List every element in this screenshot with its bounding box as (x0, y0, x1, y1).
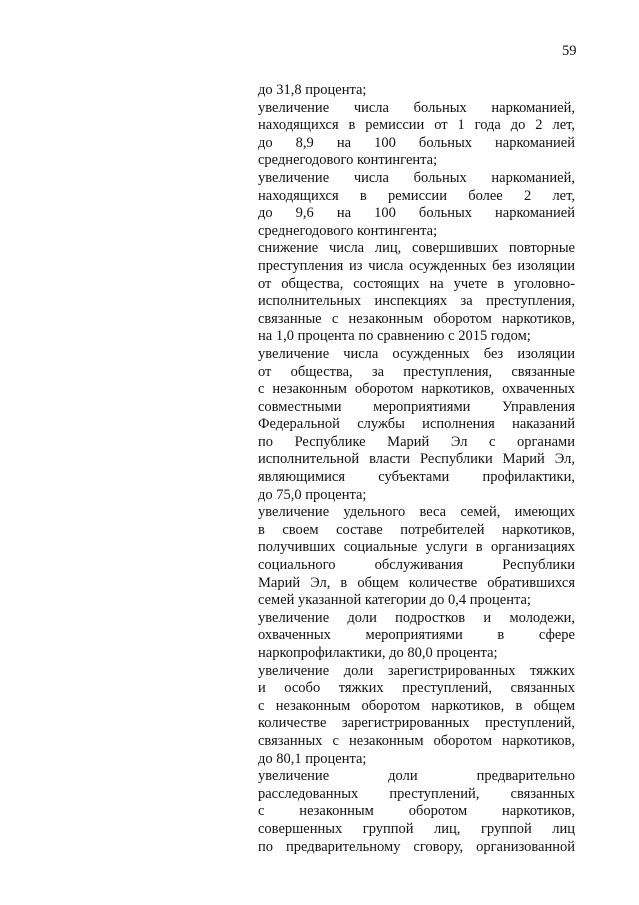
text-line: являющимися субъектами профилактики, (258, 469, 575, 486)
text-line: до 80,1 процента; (258, 750, 367, 767)
text-line: до 75,0 процента; (258, 486, 367, 503)
text-line: с незаконным оборотом наркотиков, в общем (258, 697, 575, 714)
text-line: по предварительному сговору, организованной (258, 838, 575, 855)
text-line: получивших социальные услуги в организациях (258, 539, 575, 556)
text-line: увеличение удельного веса семей, имеющих (258, 504, 575, 521)
text-line: связанные с незаконным оборотом наркотиков, (258, 310, 575, 327)
text-line: расследованных преступлений, связанных (258, 785, 575, 802)
text-line: по Республике Марий Эл с органами (258, 433, 575, 450)
text-line: находящихся в ремиссии более 2 лет, (258, 187, 575, 204)
text-line: совершенных группой лиц, группой лиц (258, 820, 575, 837)
text-line: с незаконным оборотом наркотиков, (258, 803, 575, 820)
text-line: находящихся в ремиссии от 1 года до 2 лет, (258, 117, 575, 134)
text-line: исполнительной власти Республики Марий Эл, (258, 451, 575, 468)
text-line: охваченных мероприятиями в сфере (258, 627, 575, 644)
text-line: увеличение доли зарегистрированных тяжких (258, 662, 575, 679)
text-line: семей указанной категории до 0,4 процента; (258, 592, 531, 609)
text-line: до 31,8 процента; (258, 82, 367, 98)
text-line: до 8,9 на 100 больных наркоманией (258, 134, 575, 151)
text-line: увеличение числа больных наркоманией, (258, 169, 575, 186)
text-line: в своем составе потребителей наркотиков, (258, 521, 575, 538)
text-line: совместными мероприятиями Управления (258, 398, 575, 415)
body-text (258, 82, 575, 856)
text-line: увеличение числа больных наркоманией, (258, 99, 575, 116)
text-line: от общества, состоящих на учете в уголовно- (258, 275, 575, 292)
text-line: количестве зарегистрированных преступлений, (258, 715, 575, 732)
text-line: увеличение доли подростков и молодежи, (258, 609, 575, 626)
text-line: увеличение доли предварительно (258, 768, 575, 785)
text-line: от общества, за преступления, связанные (258, 363, 575, 380)
text-line: среднегодового контингента; (258, 222, 438, 239)
text-line: среднегодового контингента; (258, 152, 438, 169)
text-line: до 9,6 на 100 больных наркоманией (258, 205, 575, 222)
text-line: преступления из числа осужденных без изоляции (258, 257, 575, 274)
text-line: и особо тяжких преступлений, связанных (258, 680, 575, 697)
text-line: с незаконным оборотом наркотиков, охваченных (258, 381, 575, 398)
page-number: 59 (562, 43, 577, 59)
text-line: исполнительных инспекциях за преступления, (258, 293, 575, 310)
text-line: на 1,0 процента по сравнению с 2015 годом; (258, 328, 531, 345)
text-line: увеличение числа осужденных без изоляции (258, 345, 575, 362)
text-line: снижение числа лиц, совершивших повторные (258, 240, 575, 257)
text-line: связанных с незаконным оборотом наркотиков, (258, 732, 575, 749)
text-line: наркопрофилактики, до 80,0 процента; (258, 645, 498, 661)
text-line: Федеральной службы исполнения наказаний (258, 416, 575, 433)
text-line: Марий Эл, в общем количестве обратившихся (258, 574, 575, 591)
text-line: социального обслуживания Республики (258, 557, 575, 574)
